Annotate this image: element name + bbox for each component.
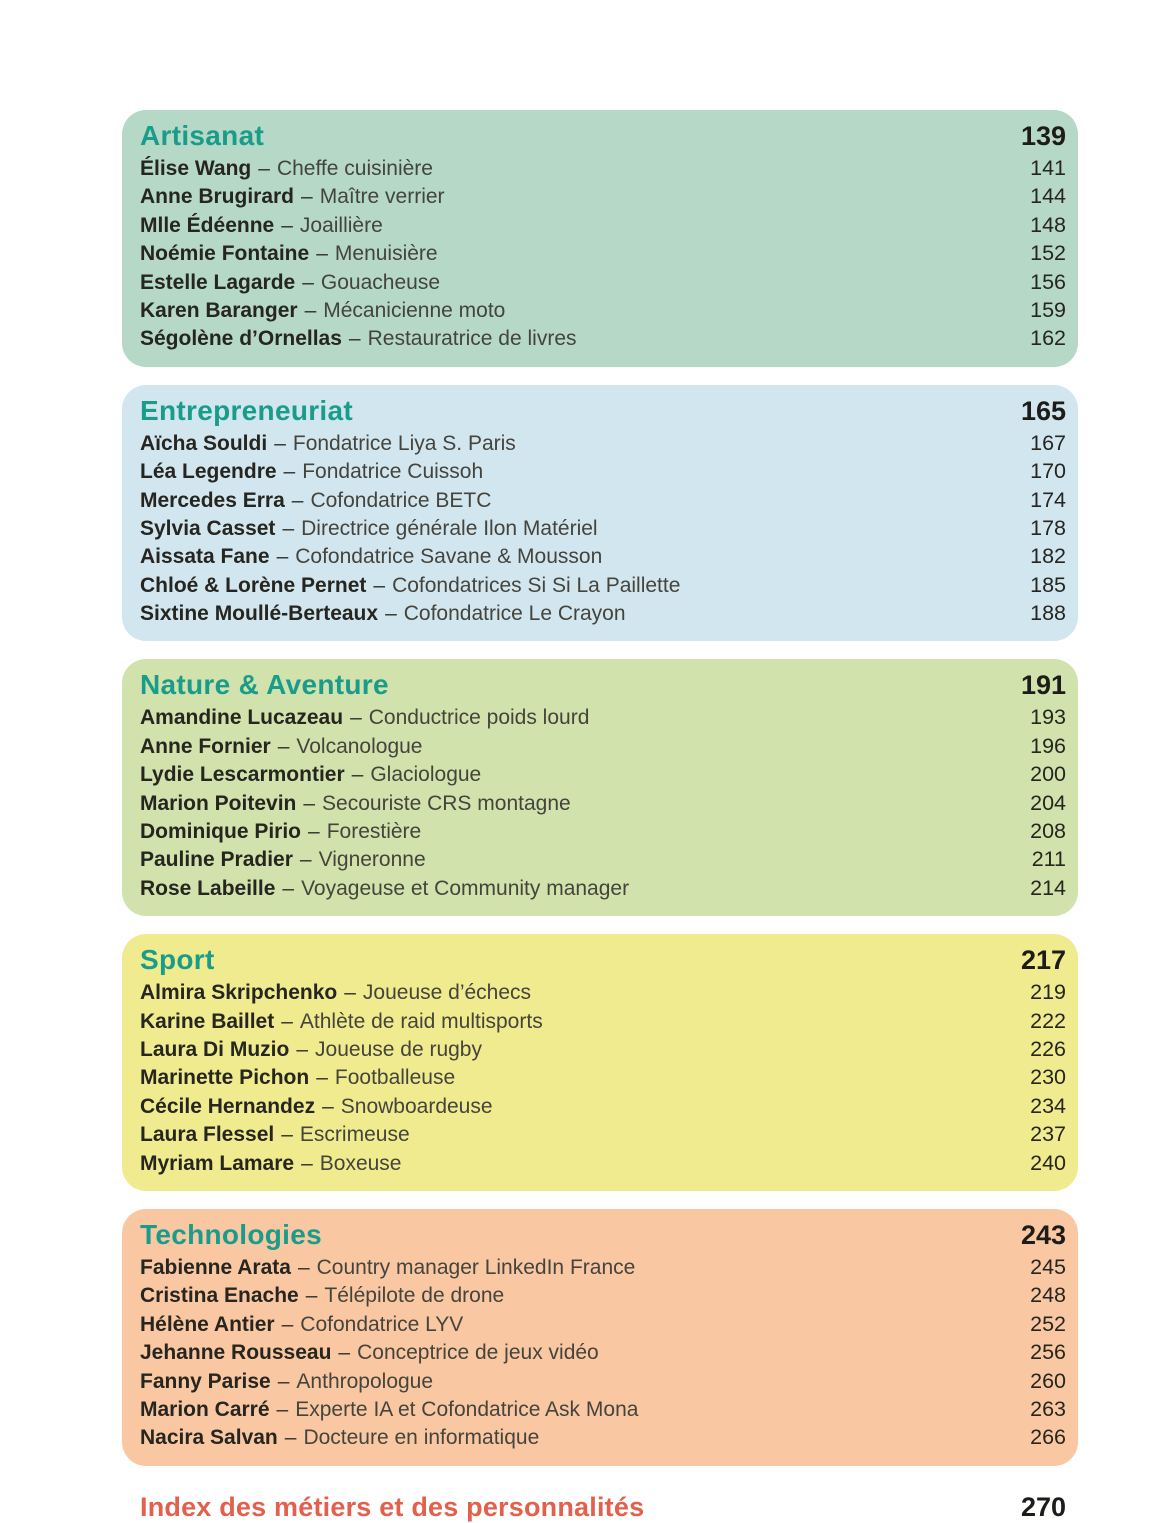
entry-dash: – xyxy=(291,488,304,512)
entry-text xyxy=(140,848,426,872)
entry-dash: – xyxy=(282,516,295,540)
entry-role: Télépilote de drone xyxy=(324,1284,505,1308)
entry-name: Ségolène d’Ornellas xyxy=(140,327,342,351)
entry-name: Amandine Lucazeau xyxy=(140,706,344,730)
entry-page-number: 252 xyxy=(1030,1311,1066,1336)
entry-name: Sixtine Moullé-Berteaux xyxy=(140,602,379,626)
entry-dash: – xyxy=(351,763,364,787)
entry-name: Aissata Fane xyxy=(140,545,270,569)
entry-role: Experte IA et Cofondatrice Ask Mona xyxy=(295,1397,639,1421)
entry-dash: – xyxy=(274,431,286,455)
entry-role: Gouacheuse xyxy=(320,270,441,294)
entry-role: Voyageuse et Community manager xyxy=(301,876,630,900)
section-header xyxy=(140,120,1066,156)
section-entries xyxy=(140,980,1066,1179)
toc-entry xyxy=(140,1397,1066,1425)
entry-dash: – xyxy=(284,1426,297,1450)
entry-name: Chloé & Lorène Pernet xyxy=(140,573,367,597)
entry-text xyxy=(140,271,440,295)
section-title: Technologies xyxy=(140,1218,322,1250)
section-title: Entrepreneuriat xyxy=(140,394,353,426)
section-header xyxy=(140,1219,1066,1255)
toc-entry xyxy=(140,516,1066,544)
entry-text xyxy=(140,820,421,844)
entry-role: Menuisière xyxy=(334,242,438,266)
entry-text xyxy=(140,1313,463,1337)
entry-text xyxy=(140,214,383,238)
entry-name: Myriam Lamare xyxy=(140,1151,295,1175)
entry-dash: – xyxy=(373,573,386,597)
entry-name: Jehanne Rousseau xyxy=(140,1341,332,1365)
section-page-number: 191 xyxy=(1020,670,1066,701)
entry-text xyxy=(140,1370,433,1394)
entry-role: Footballeuse xyxy=(334,1066,456,1090)
entry-page-number: 174 xyxy=(1030,487,1066,512)
entry-role: Escrimeuse xyxy=(299,1123,410,1147)
section-entries xyxy=(140,156,1066,355)
toc-entry xyxy=(140,1312,1066,1340)
entry-role: Cofondatrice LYV xyxy=(300,1312,464,1336)
entry-role: Joueuse de rugby xyxy=(315,1037,482,1061)
entry-text xyxy=(140,1038,482,1062)
entry-name: Mercedes Erra xyxy=(140,488,285,512)
entry-role: Vigneronne xyxy=(318,848,426,872)
toc-entry xyxy=(140,431,1066,459)
toc-entry xyxy=(140,601,1066,629)
entry-text xyxy=(140,763,481,787)
entry-dash: – xyxy=(385,602,397,626)
entry-page-number: 167 xyxy=(1030,430,1066,455)
entry-role: Joaillière xyxy=(299,213,383,237)
section-header xyxy=(140,944,1066,980)
section-entries xyxy=(140,1255,1066,1454)
entry-page-number: 182 xyxy=(1030,544,1066,569)
entry-page-number: 162 xyxy=(1030,326,1066,351)
section-card-sport xyxy=(122,934,1078,1191)
entry-role: Forestière xyxy=(326,820,422,844)
entry-dash: – xyxy=(281,1123,293,1147)
entry-page-number: 144 xyxy=(1030,184,1066,209)
entry-name: Aïcha Souldi xyxy=(140,431,268,455)
toc-entry xyxy=(140,791,1066,819)
toc-entry xyxy=(140,705,1066,733)
toc-entry xyxy=(140,980,1066,1008)
entry-name: Laura Flessel xyxy=(140,1123,275,1147)
entry-text xyxy=(140,981,531,1005)
toc-entry xyxy=(140,1065,1066,1093)
entry-dash: – xyxy=(277,734,290,758)
entry-role: Cofondatrice Le Crayon xyxy=(403,602,626,626)
entry-page-number: 234 xyxy=(1030,1093,1066,1118)
entry-name: Mlle Édéenne xyxy=(140,213,275,237)
entry-name: Anne Brugirard xyxy=(140,185,295,209)
toc-entry xyxy=(140,1340,1066,1368)
entry-dash: – xyxy=(350,706,362,730)
entry-name: Élise Wang xyxy=(140,157,252,180)
entry-role: Maître verrier xyxy=(319,185,445,209)
entry-page-number: 226 xyxy=(1030,1036,1066,1061)
entry-dash: – xyxy=(281,213,293,237)
entry-dash: – xyxy=(305,1284,318,1308)
entry-page-number: 156 xyxy=(1030,269,1066,294)
entry-role: Conceptrice de jeux vidéo xyxy=(357,1341,599,1365)
entry-name: Fabienne Arata xyxy=(140,1255,291,1279)
section-title: Nature & Aventure xyxy=(140,669,389,701)
entry-dash: – xyxy=(344,981,356,1005)
entry-text xyxy=(140,1426,539,1450)
entry-text xyxy=(140,1341,599,1365)
entry-name: Cécile Hernandez xyxy=(140,1094,316,1118)
entry-page-number: 141 xyxy=(1030,156,1066,180)
toc-entry xyxy=(140,298,1066,326)
toc-entry xyxy=(140,876,1066,904)
entry-text xyxy=(140,1066,455,1090)
toc-entry xyxy=(140,156,1066,184)
entry-page-number: 208 xyxy=(1030,819,1066,844)
entry-role: Cofondatrice BETC xyxy=(310,488,492,512)
section-card-entrepreneuriat xyxy=(122,385,1078,642)
entry-role: Snowboardeuse xyxy=(340,1094,493,1118)
toc-entry xyxy=(140,213,1066,241)
entry-name: Cristina Enache xyxy=(140,1284,299,1308)
section-page-number: 139 xyxy=(1020,121,1066,151)
entry-text xyxy=(140,602,626,626)
entry-dash: – xyxy=(348,327,361,351)
entry-page-number: 152 xyxy=(1030,241,1066,266)
entry-page-number: 211 xyxy=(1031,847,1066,872)
entry-text xyxy=(140,877,629,901)
entry-role: Fondatrice Cuissoh xyxy=(302,460,484,484)
section-entries xyxy=(140,705,1066,904)
entry-role: Joueuse d’échecs xyxy=(362,981,532,1005)
entry-dash: – xyxy=(316,1066,328,1090)
entry-page-number: 178 xyxy=(1030,515,1066,540)
entry-dash: – xyxy=(282,876,295,900)
entry-text xyxy=(140,1095,493,1119)
entry-dash: – xyxy=(303,791,316,815)
entry-name: Noémie Fontaine xyxy=(140,242,310,266)
toc-entry xyxy=(140,819,1066,847)
entry-page-number: 185 xyxy=(1030,572,1066,597)
entry-dash: – xyxy=(316,242,328,266)
entry-page-number: 214 xyxy=(1030,875,1066,900)
entry-page-number: 196 xyxy=(1030,733,1066,758)
section-card-nature-aventure xyxy=(122,659,1078,916)
section-page-number: 165 xyxy=(1020,395,1066,426)
toc-entry xyxy=(140,184,1066,212)
entry-name: Laura Di Muzio xyxy=(140,1037,290,1061)
toc-entry xyxy=(140,488,1066,516)
entry-page-number: 266 xyxy=(1030,1425,1066,1450)
entry-text xyxy=(140,517,598,541)
toc-entry xyxy=(140,326,1066,354)
section-card-artisanat xyxy=(122,110,1078,367)
toc-entry xyxy=(140,847,1066,875)
entry-text xyxy=(140,1256,635,1280)
entry-page-number: 256 xyxy=(1030,1340,1066,1365)
toc-entry xyxy=(140,734,1066,762)
entry-dash: – xyxy=(304,298,317,322)
entry-dash: – xyxy=(296,1037,309,1061)
entry-name: Pauline Pradier xyxy=(140,848,293,872)
entry-name: Nacira Salvan xyxy=(140,1426,278,1450)
entry-name: Lydie Lescarmontier xyxy=(140,763,345,787)
entry-text xyxy=(140,327,577,351)
entry-role: Conductrice poids lourd xyxy=(368,706,590,730)
entry-page-number: 248 xyxy=(1030,1283,1066,1308)
toc-entry xyxy=(140,1009,1066,1037)
entry-dash: – xyxy=(258,157,270,180)
entry-role: Mécanicienne moto xyxy=(323,298,506,322)
entry-page-number: 240 xyxy=(1030,1150,1066,1175)
entry-page-number: 230 xyxy=(1030,1065,1066,1090)
section-title: Sport xyxy=(140,944,215,976)
entry-role: Docteure en informatique xyxy=(303,1426,540,1450)
entry-role: Country manager LinkedIn France xyxy=(316,1255,636,1279)
entry-name: Rose Labeille xyxy=(140,876,276,900)
entry-text xyxy=(140,489,491,513)
entry-dash: – xyxy=(281,1312,294,1336)
entry-text xyxy=(140,574,680,598)
entry-page-number: 204 xyxy=(1030,790,1066,815)
entry-dash: – xyxy=(281,1009,293,1033)
entry-text xyxy=(140,735,423,759)
entry-page-number: 263 xyxy=(1030,1396,1066,1421)
toc-entry xyxy=(140,573,1066,601)
index-title: Index des métiers et des personnalités xyxy=(140,1491,645,1522)
entry-page-number: 222 xyxy=(1030,1008,1066,1033)
entry-text xyxy=(140,1398,638,1422)
entry-dash: – xyxy=(308,820,320,844)
toc-entry xyxy=(140,1369,1066,1397)
entry-name: Fanny Parise xyxy=(140,1369,271,1393)
section-page-number: 243 xyxy=(1020,1219,1066,1250)
entry-text xyxy=(140,706,589,730)
entry-name: Léa Legendre xyxy=(140,460,277,484)
entry-role: Athlète de raid multisports xyxy=(299,1009,543,1033)
entry-text xyxy=(140,1010,543,1034)
entry-dash: – xyxy=(277,1369,290,1393)
entry-text xyxy=(140,460,483,484)
entry-role: Restauratrice de livres xyxy=(367,327,577,351)
entry-text xyxy=(140,792,571,816)
entry-page-number: 188 xyxy=(1030,601,1066,626)
entry-page-number: 245 xyxy=(1030,1254,1066,1279)
entry-role: Directrice générale Ilon Matériel xyxy=(301,516,598,540)
toc-entry xyxy=(140,1283,1066,1311)
entry-role: Cheffe cuisinière xyxy=(276,157,433,180)
entry-role: Glaciologue xyxy=(370,763,482,787)
entry-page-number: 219 xyxy=(1030,980,1066,1005)
toc-page xyxy=(122,110,1078,1523)
toc-entry xyxy=(140,1037,1066,1065)
toc-entry xyxy=(140,1255,1066,1283)
entry-role: Cofondatrices Si Si La Paillette xyxy=(392,573,681,597)
entry-name: Marion Poitevin xyxy=(140,791,297,815)
entry-page-number: 237 xyxy=(1030,1122,1066,1147)
entry-name: Estelle Lagarde xyxy=(140,270,296,294)
entry-role: Cofondatrice Savane & Mousson xyxy=(295,545,603,569)
section-page-number: 217 xyxy=(1020,945,1066,976)
section-card-technologies xyxy=(122,1209,1078,1466)
entry-page-number: 193 xyxy=(1030,705,1066,730)
entry-name: Hélène Antier xyxy=(140,1312,275,1336)
entry-name: Karine Baillet xyxy=(140,1009,275,1033)
entry-role: Fondatrice Liya S. Paris xyxy=(292,431,516,455)
entry-name: Sylvia Casset xyxy=(140,516,276,540)
entry-page-number: 148 xyxy=(1030,212,1066,237)
entry-text xyxy=(140,157,433,181)
index-row xyxy=(122,1484,1078,1523)
entry-text xyxy=(140,545,602,569)
entry-name: Anne Fornier xyxy=(140,734,271,758)
section-header xyxy=(140,669,1066,705)
entry-text xyxy=(140,185,445,209)
entry-page-number: 170 xyxy=(1030,459,1066,484)
entry-dash: – xyxy=(299,848,312,872)
entry-text xyxy=(140,1123,410,1147)
sections xyxy=(122,110,1078,1466)
entry-dash: – xyxy=(276,1397,289,1421)
entry-page-number: 260 xyxy=(1030,1368,1066,1393)
toc-entry xyxy=(140,1094,1066,1122)
entry-dash: – xyxy=(276,545,289,569)
toc-entry xyxy=(140,241,1066,269)
entry-dash: – xyxy=(302,270,314,294)
index-page-number: 270 xyxy=(1020,1491,1066,1522)
toc-entry xyxy=(140,544,1066,572)
toc-entry xyxy=(140,270,1066,298)
entry-name: Marinette Pichon xyxy=(140,1066,310,1090)
entry-text xyxy=(140,432,516,456)
entry-text xyxy=(140,299,505,323)
entry-name: Dominique Pirio xyxy=(140,820,302,844)
entry-text xyxy=(140,242,438,266)
entry-role: Volcanologue xyxy=(296,734,423,758)
entry-text xyxy=(140,1284,504,1308)
entry-name: Marion Carré xyxy=(140,1397,270,1421)
entry-dash: – xyxy=(322,1094,334,1118)
toc-entry xyxy=(140,1425,1066,1453)
entry-text xyxy=(140,1152,402,1176)
entry-dash: – xyxy=(297,1255,310,1279)
entry-page-number: 200 xyxy=(1030,762,1066,787)
entry-dash: – xyxy=(301,185,313,209)
toc-entry xyxy=(140,1122,1066,1150)
entry-page-number: 159 xyxy=(1030,297,1066,322)
entry-name: Almira Skripchenko xyxy=(140,981,338,1005)
toc-entry xyxy=(140,762,1066,790)
entry-dash: – xyxy=(338,1341,351,1365)
entry-dash: – xyxy=(301,1151,313,1175)
entry-role: Anthropologue xyxy=(296,1369,434,1393)
section-title: Artisanat xyxy=(140,120,265,151)
entry-role: Secouriste CRS montagne xyxy=(322,791,571,815)
section-entries xyxy=(140,431,1066,630)
entry-role: Boxeuse xyxy=(319,1151,402,1175)
section-header xyxy=(140,395,1066,431)
entry-dash: – xyxy=(283,460,296,484)
entry-name: Karen Baranger xyxy=(140,298,298,322)
toc-entry xyxy=(140,459,1066,487)
toc-entry xyxy=(140,1151,1066,1179)
